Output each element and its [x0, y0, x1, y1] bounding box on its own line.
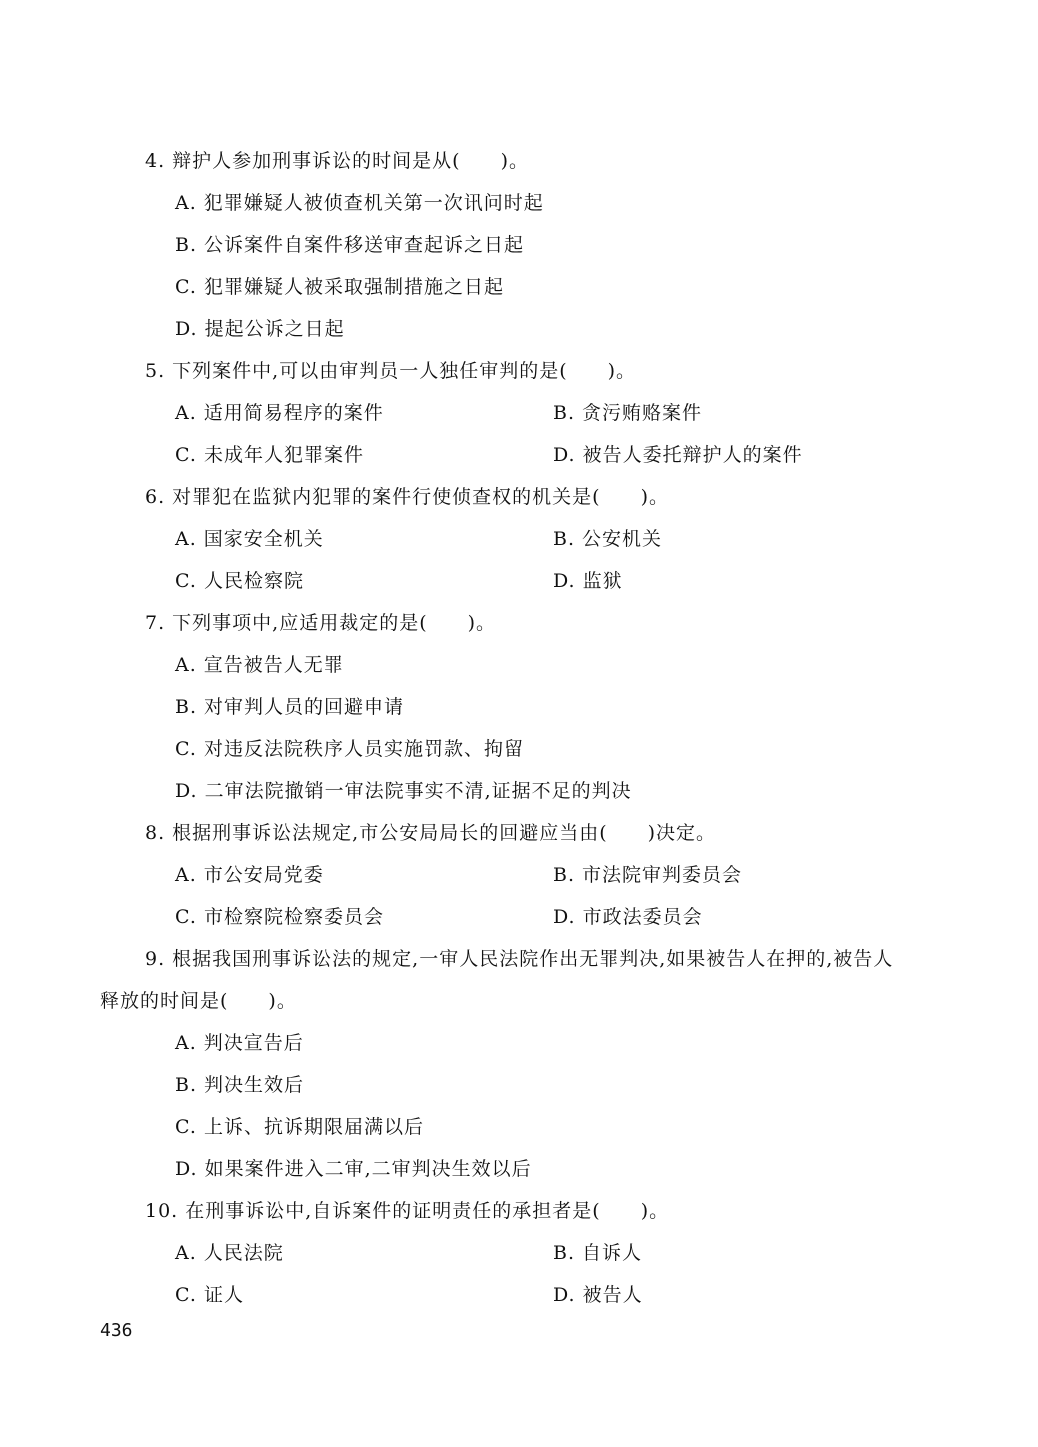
question-7-option-a: A. 宣告被告人无罪 [175, 654, 344, 676]
question-5-option-c: C. 未成年人犯罪案件 [175, 444, 364, 466]
question-8-stem: 8. 根据刑事诉讼法规定,市公安局局长的回避应当由( )决定。 [145, 822, 717, 844]
question-10-stem: 10. 在刑事诉讼中,自诉案件的证明责任的承担者是( )。 [145, 1200, 670, 1222]
question-6-stem: 6. 对罪犯在监狱内犯罪的案件行使侦查权的机关是( )。 [145, 486, 669, 508]
question-5-option-a: A. 适用简易程序的案件 [175, 402, 384, 424]
question-8-option-d: D. 市政法委员会 [553, 906, 703, 928]
page-number: 436 [100, 1320, 133, 1341]
question-4-option-a: A. 犯罪嫌疑人被侦查机关第一次讯问时起 [175, 192, 544, 214]
question-5-option-d: D. 被告人委托辩护人的案件 [553, 444, 803, 466]
question-9-option-b: B. 判决生效后 [175, 1074, 305, 1096]
question-7-option-b: B. 对审判人员的回避申请 [175, 696, 405, 718]
question-9-option-c: C. 上诉、抗诉期限届满以后 [175, 1116, 424, 1138]
question-6-option-d: D. 监狱 [553, 570, 623, 592]
question-9-option-a: A. 判决宣告后 [175, 1032, 304, 1054]
question-5-option-b: B. 贪污贿赂案件 [553, 402, 703, 424]
question-7-option-d: D. 二审法院撤销一审法院事实不清,证据不足的判决 [175, 780, 632, 802]
question-7-option-c: C. 对违反法院秩序人员实施罚款、拘留 [175, 738, 524, 760]
question-7-stem: 7. 下列事项中,应适用裁定的是( )。 [145, 612, 497, 634]
question-8-option-c: C. 市检察院检察委员会 [175, 906, 384, 928]
question-4-option-d: D. 提起公诉之日起 [175, 318, 345, 340]
question-10-option-c: C. 证人 [175, 1284, 244, 1306]
question-6-option-b: B. 公安机关 [553, 528, 663, 550]
question-4-option-b: B. 公诉案件自案件移送审查起诉之日起 [175, 234, 525, 256]
question-8-option-a: A. 市公安局党委 [175, 864, 324, 886]
question-10-option-a: A. 人民法院 [175, 1242, 284, 1264]
question-5-stem: 5. 下列案件中,可以由审判员一人独任审判的是( )。 [145, 360, 637, 382]
question-6-option-a: A. 国家安全机关 [175, 528, 324, 550]
question-10-option-d: D. 被告人 [553, 1284, 643, 1306]
question-9-option-d: D. 如果案件进入二审,二审判决生效以后 [175, 1158, 532, 1180]
question-6-option-c: C. 人民检察院 [175, 570, 304, 592]
question-9-stem-line-2: 释放的时间是( )。 [100, 990, 297, 1012]
question-9-stem-line-1: 9. 根据我国刑事诉讼法的规定,一审人民法院作出无罪判决,如果被告人在押的,被告人 [145, 948, 894, 970]
question-8-option-b: B. 市法院审判委员会 [553, 864, 743, 886]
question-10-option-b: B. 自诉人 [553, 1242, 643, 1264]
question-4-option-c: C. 犯罪嫌疑人被采取强制措施之日起 [175, 276, 504, 298]
question-4-stem: 4. 辩护人参加刑事诉讼的时间是从( )。 [145, 150, 529, 172]
